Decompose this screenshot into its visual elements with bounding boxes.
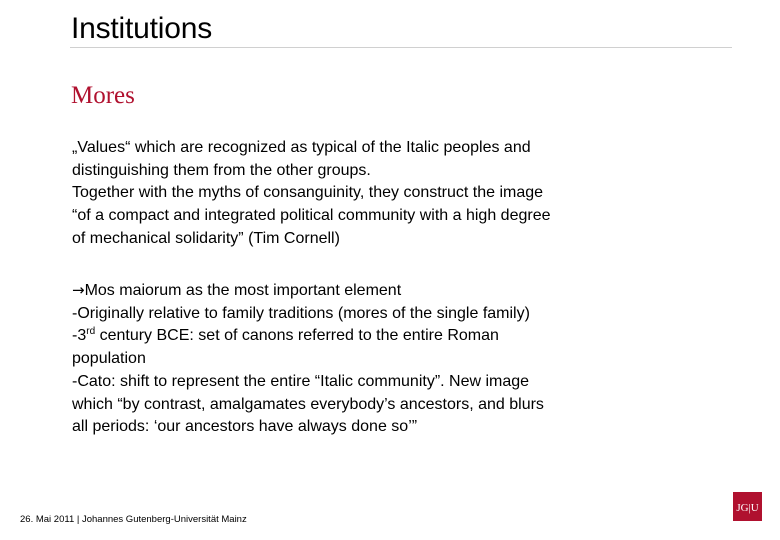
jgu-logo-mark: [733, 492, 762, 521]
text-line: which “by contrast, amalgamates everybody’s ancestors, and blurs: [72, 395, 544, 413]
text-line-prefix: -3: [72, 327, 87, 345]
title-divider: [70, 47, 732, 48]
text-line: of mechanical solidarity” (Tim Cornell): [72, 229, 340, 247]
text-line: all periods: ‘our ancestors have always done so’”: [72, 418, 418, 436]
text-line: „Values“ which are recognized as typical of the Italic peoples and: [72, 139, 531, 156]
text-line: -Originally relative to family traditions (mores of the single family): [72, 304, 530, 322]
paragraph-values: [72, 137, 632, 251]
ordinal-suffix: rd: [86, 326, 96, 338]
text-line: distinguishing them from the other groups.: [72, 161, 371, 179]
page-title: Institutions: [71, 12, 213, 45]
arrow-right-icon: →: [72, 281, 85, 299]
text-line-suffix: century BCE: set of canons referred to the entire Roman: [95, 327, 499, 345]
text-line-content: Mos maiorum as the most important element: [84, 282, 402, 299]
footer-text: 26. Mai 2011 | Johannes Gutenberg-Universität Mainz: [20, 514, 247, 525]
jgu-logo-icon: [733, 492, 762, 521]
text-line: population: [72, 350, 146, 368]
paragraph-mos-maiorum: [72, 279, 632, 439]
text-line: [72, 325, 632, 348]
text-line: Together with the myths of consanguinity, they construct the image: [72, 184, 544, 202]
text-line: “of a compact and integrated political community with a high degree: [72, 207, 551, 225]
logo-letters: JG|U: [736, 502, 759, 514]
section-subtitle: Mores: [71, 82, 135, 109]
text-line: [72, 279, 632, 303]
text-line: -Cato: shift to represent the entire “Italic community”. New image: [72, 372, 530, 390]
